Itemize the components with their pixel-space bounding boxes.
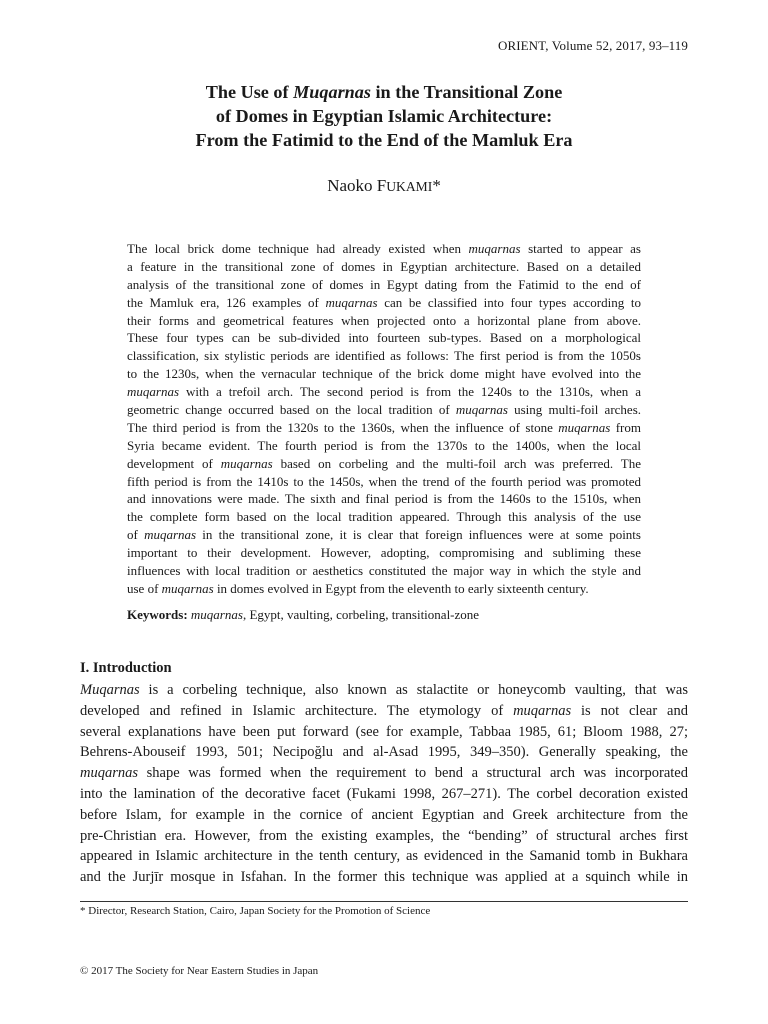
- italic-term: muqarnas: [325, 294, 378, 310]
- abstract-line: [127, 419, 641, 437]
- journal-citation: ORIENT, Volume 52, 2017, 93–119: [497, 38, 688, 53]
- text-segment: pre-Christian era. However, from the existing examples, the “bending” of structural arches first: [80, 827, 688, 844]
- text-segment: can be classified into four types according to: [377, 294, 641, 310]
- text-segment: is a corbeling technique, also known as stalactite or honeycomb vaulting, that was: [139, 682, 688, 698]
- abstract-line: [127, 455, 641, 473]
- italic-term: Muqarnas: [80, 682, 140, 698]
- abstract-line: [127, 294, 641, 312]
- title-line-1-pre: The Use of: [205, 82, 294, 102]
- text-segment: influences with local tradition or aesthetics constituted the major way in which the style and: [127, 563, 641, 579]
- section-heading: I. Introduction: [80, 660, 172, 676]
- keywords: [127, 606, 641, 624]
- text-segment: using multi-foil arches.: [507, 402, 641, 418]
- abstract-line: [127, 329, 641, 347]
- text-segment: fifth period is from the 1410s to the 1450s, when the trend of the fourth period was promoted: [127, 473, 641, 489]
- body-line: [80, 722, 688, 743]
- article-title: [0, 80, 768, 152]
- text-segment: in domes evolved in Egypt from the eleventh to early sixteenth century.: [213, 580, 589, 596]
- body-text: [80, 680, 688, 888]
- title-line-1-post: in the Transitional Zone: [370, 82, 563, 102]
- body-line: [80, 680, 688, 701]
- title-line-1-italic: Muqarnas: [293, 82, 371, 102]
- body-line: [80, 867, 688, 888]
- text-segment: and the Jurjīr mosque in Isfahan. In the former this technique was applied at a squinch while in: [80, 869, 688, 886]
- text-segment: use of: [127, 580, 162, 596]
- footnote-rule: [80, 901, 688, 902]
- abstract-line: [127, 437, 641, 455]
- body-line: [80, 701, 688, 722]
- text-segment: with a trefoil arch. The second period is from the 1240s to the 1310s, when a: [179, 384, 641, 400]
- text-segment: their forms and geometrical features when projected onto a horizontal plane from above.: [127, 312, 641, 328]
- italic-term: muqarnas: [127, 384, 180, 400]
- text-segment: the Mamluk era, 126 examples of: [127, 294, 326, 310]
- abstract-line: [127, 526, 641, 544]
- italic-term: muqarnas: [144, 527, 197, 543]
- text-segment: in the transitional zone, it is clear that foreign influences were at some points: [196, 527, 641, 543]
- text-segment: The local brick dome technique had already existed when: [127, 241, 469, 256]
- text-segment: started to appear as: [520, 241, 641, 256]
- text-segment: of: [127, 527, 145, 543]
- abstract-line: [127, 240, 641, 258]
- abstract-line: [127, 365, 641, 383]
- body-line: [80, 846, 688, 867]
- abstract-line: [127, 383, 641, 401]
- text-segment: shape was formed when the requirement to bend a structural arch was incorporated: [138, 765, 688, 782]
- text-segment: to the 1230s, when the vernacular technique of the brick dome might have evolved into the: [127, 366, 641, 382]
- text-segment: the complete form based on the local tradition appeared. Through this analysis of the use: [127, 509, 641, 525]
- abstract-line: [127, 347, 641, 365]
- body-line: [80, 763, 688, 784]
- text-segment: and innovations were made. The sixth and final period is from the 1460s to the 1510s, when: [127, 491, 641, 507]
- text-segment: into the lamination of the decorative facet (Fukami 1998, 267–271). The corbel decoration existed: [80, 785, 688, 802]
- italic-term: muqarnas: [220, 455, 273, 471]
- title-line-2: of Domes in Egyptian Islamic Architecture:: [215, 106, 553, 126]
- italic-term: muqarnas: [161, 580, 214, 596]
- keywords-label: Keywords:: [127, 607, 188, 622]
- abstract-line: [127, 401, 641, 419]
- italic-term: muqarnas: [513, 702, 572, 719]
- author-given-name: Naoko: [327, 176, 377, 195]
- copyright: © 2017 The Society for Near Eastern Studies in Japan: [80, 965, 319, 977]
- text-segment: is not clear and: [571, 702, 688, 719]
- author-family-rest: UKAMI: [386, 179, 433, 194]
- abstract-line: [127, 312, 641, 330]
- abstract-line: [127, 473, 641, 491]
- italic-term: muqarnas: [455, 402, 508, 418]
- text-segment: important to their development. However, adopting, compromising and subliming these: [127, 545, 641, 561]
- body-line: [80, 742, 688, 763]
- text-segment: Behrens-Abouseif 1993, 501; Necipoğlu and al-Asad 1995, 349–350). Generally speaking, the: [80, 744, 688, 761]
- text-segment: from: [610, 419, 641, 435]
- author-footnote-marker: *: [432, 176, 441, 195]
- text-segment: geometric change occurred based on the local tradition of: [127, 402, 456, 418]
- text-segment: These four types can be sub-divided into fourteen sub-types. Based on a morphological: [127, 330, 641, 346]
- abstract-line: [127, 544, 641, 562]
- italic-term: muqarnas: [468, 241, 521, 256]
- title-line-3: From the Fatimid to the End of the Mamluk Era: [195, 130, 573, 150]
- title-line-1: [0, 80, 768, 104]
- text-segment: several explanations have been put forward (see for example, Tabbaa 1985, 61; Bloom 1988, 27;: [80, 723, 688, 740]
- keywords-rest: , Egypt, vaulting, corbeling, transitional-zone: [242, 607, 480, 622]
- body-line: [80, 784, 688, 805]
- abstract-line: [127, 490, 641, 508]
- abstract-line: [127, 276, 641, 294]
- author-name: [0, 176, 768, 196]
- body-line: [80, 826, 688, 847]
- text-segment: The third period is from the 1320s to the 1360s, when the influence of stone: [127, 419, 559, 435]
- text-segment: classification, six stylistic periods are identified as follows: The first period is from the 1050s: [127, 348, 641, 364]
- abstract: [127, 240, 641, 598]
- abstract-line: [127, 258, 641, 276]
- text-segment: based on corbeling and the multi-foil arch was preferred. The: [272, 455, 641, 471]
- abstract-line: [127, 580, 641, 598]
- text-segment: development of: [127, 455, 221, 471]
- italic-term: muqarnas: [558, 419, 611, 435]
- text-segment: analysis of the transitional zone of domes in Egypt dating from the Fatimid to the end of: [127, 276, 641, 292]
- keyword-muqarnas: muqarnas: [190, 607, 243, 622]
- author-family-initial: F: [376, 176, 387, 195]
- text-segment: developed and refined in Islamic architecture. The etymology of: [80, 702, 514, 719]
- abstract-line: [127, 508, 641, 526]
- italic-term: muqarnas: [80, 765, 139, 782]
- text-segment: a feature in the transitional zone of domes in Egyptian architecture. Based on a detailed: [127, 258, 641, 274]
- text-segment: before Islam, for example in the cornice of ancient Egyptian and Greek architecture from the: [80, 806, 688, 823]
- text-segment: Syria became evident. The fourth period is from the 1370s to the 1400s, when the local: [127, 437, 641, 453]
- abstract-line: [127, 562, 641, 580]
- body-line: [80, 805, 688, 826]
- footnote: * Director, Research Station, Cairo, Japan Society for the Promotion of Science: [80, 905, 431, 917]
- text-segment: appeared in Islamic architecture in the tenth century, as evidenced in the Samanid tomb in Bukhara: [80, 848, 688, 865]
